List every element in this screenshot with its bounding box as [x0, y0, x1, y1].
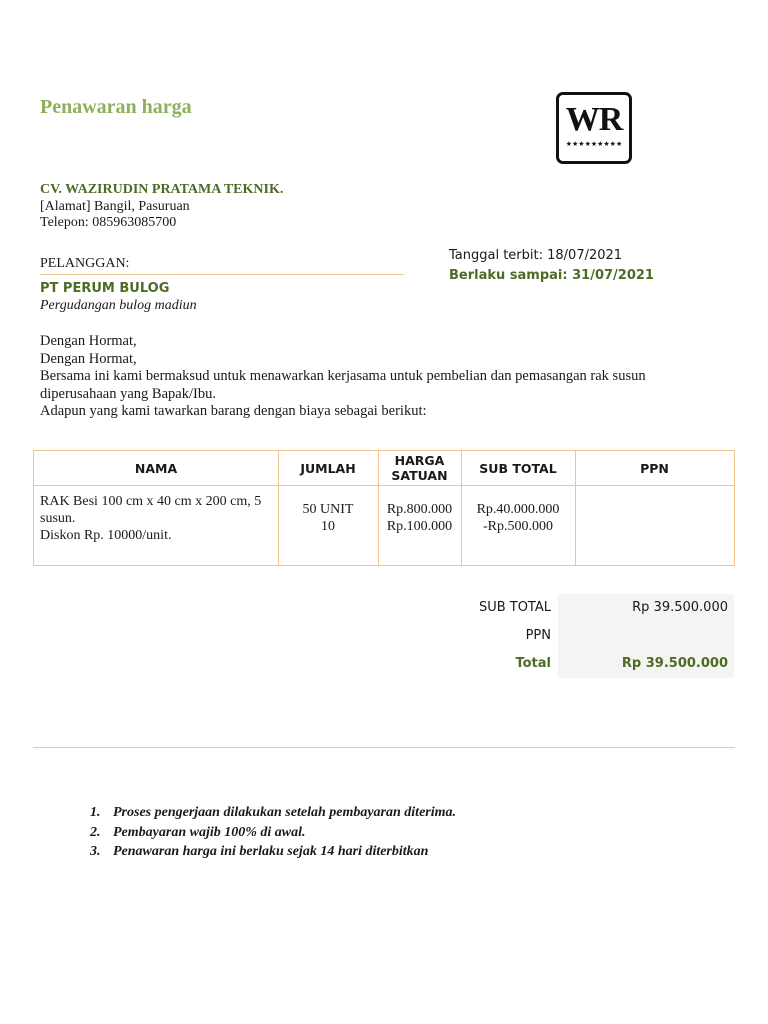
- item-desc-line: susun.: [40, 511, 76, 526]
- logo-text: WR: [565, 101, 623, 138]
- summary-subtotal-label: SUB TOTAL: [478, 600, 551, 615]
- header-nama: NAMA: [134, 460, 178, 476]
- summary-total-value: Rp 39.500.000: [621, 656, 728, 671]
- customer-subtitle: Pergudangan bulog madiun: [40, 298, 197, 313]
- customer-name: PT PERUM BULOG: [40, 281, 170, 296]
- letter-line: Adapun yang kami tawarkan barang dengan biaya sebagai berikut:: [40, 403, 427, 419]
- terms-list: [90, 803, 456, 862]
- header-harga-line1: HARGA: [394, 453, 445, 468]
- terms-number: 1.: [90, 805, 101, 820]
- items-table: [33, 450, 735, 566]
- customer-divider: [40, 274, 404, 275]
- terms-text: Pembayaran wajib 100% di awal.: [113, 824, 306, 840]
- summary-ppn-bg: [558, 622, 734, 650]
- item-desc-line: RAK Besi 100 cm x 40 cm x 200 cm, 5: [40, 494, 262, 509]
- summary-ppn-label: PPN: [525, 628, 551, 643]
- header-subtotal: SUB TOTAL: [479, 460, 557, 476]
- cell-subtotal: [461, 501, 575, 535]
- cell-jumlah: [278, 501, 378, 535]
- customer-label: PELANGGAN:: [40, 256, 130, 271]
- cell-nama: [40, 493, 272, 544]
- header-jumlah: JUMLAH: [300, 460, 356, 476]
- logo-stars: ★★★★★★★★★: [565, 140, 623, 148]
- qty-line: 50 UNIT: [302, 502, 354, 517]
- letter-line: Dengan Hormat,: [40, 333, 137, 349]
- terms-item: [90, 823, 456, 843]
- qty-line: 10: [321, 519, 335, 534]
- header-harga-line2: SATUAN: [391, 468, 448, 483]
- header-ppn: PPN: [640, 460, 669, 476]
- letter-body: [40, 333, 690, 421]
- issue-date: Tanggal terbit: 18/07/2021: [449, 248, 623, 263]
- subtotal-line: Rp.40.000.000: [476, 502, 560, 517]
- valid-until-date: Berlaku sampai: 31/07/2021: [449, 268, 654, 283]
- terms-number: 3.: [90, 844, 101, 859]
- terms-item: [90, 842, 456, 862]
- company-name: CV. WAZIRUDIN PRATAMA TEKNIK.: [40, 182, 284, 197]
- terms-number: 2.: [90, 824, 101, 840]
- cell-harga-satuan: [378, 501, 461, 535]
- terms-item: [90, 803, 456, 823]
- letter-line: Bersama ini kami bermaksud untuk menawarkan kerjasama untuk pembelian dan pemasangan rak susun: [40, 368, 646, 384]
- letter-line: diperusahaan yang Bapak/Ibu.: [40, 385, 216, 402]
- company-address: [Alamat] Bangil, Pasuruan: [40, 199, 190, 214]
- letter-line: Dengan Hormat,: [40, 350, 137, 367]
- header-harga-satuan: [378, 451, 461, 485]
- document-title: Penawaran harga: [40, 96, 192, 118]
- company-phone: Telepon: 085963085700: [40, 215, 177, 230]
- item-desc-line: Diskon Rp. 10000/unit.: [40, 528, 172, 543]
- summary-subtotal-value: Rp 39.500.000: [632, 600, 728, 615]
- terms-text: Proses pengerjaan dilakukan setelah pembayaran diterima.: [113, 805, 457, 820]
- footer-divider: [33, 747, 735, 748]
- summary-total-label: Total: [515, 656, 551, 671]
- price-line: Rp.800.000: [386, 502, 453, 517]
- subtotal-line: -Rp.500.000: [483, 519, 553, 534]
- terms-text: Penawaran harga ini berlaku sejak 14 hari diterbitkan: [113, 844, 429, 859]
- company-logo: [556, 92, 632, 164]
- price-line: Rp.100.000: [386, 519, 453, 534]
